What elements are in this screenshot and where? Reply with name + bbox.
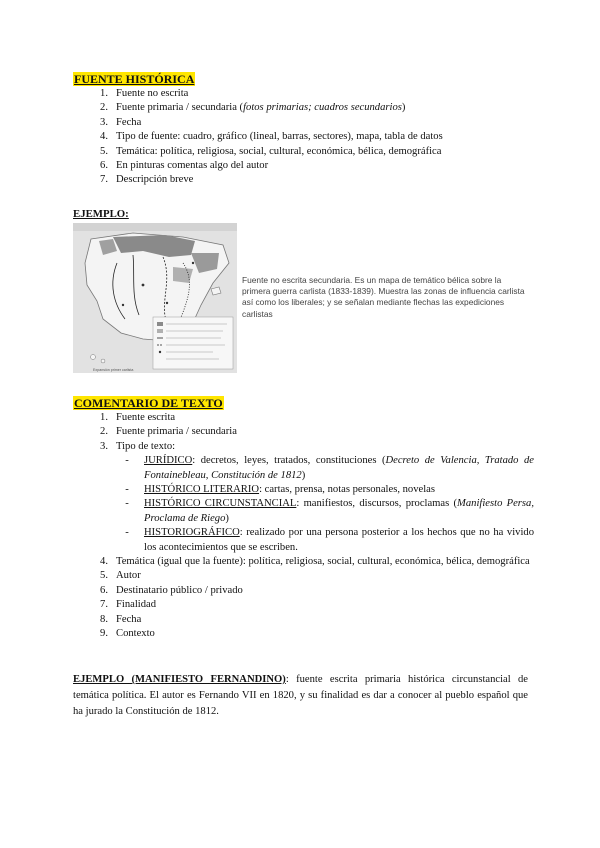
list-item: 6. En pinturas comentas algo del autor <box>100 160 269 172</box>
list-item: 2. Fuente primaria / secundaria (fotos primarias; cuadros secundarios) <box>100 102 406 114</box>
list-item: 7. Descripción breve <box>100 174 194 186</box>
list-item: 4. Tipo de fuente: cuadro, gráfico (lineal, barras, sectores), mapa, tabla de datos <box>100 131 443 143</box>
example-lead: EJEMPLO (MANIFIESTO FERNANDINO) <box>73 674 286 685</box>
map-illustration <box>73 223 237 373</box>
list-item: 4. Temática (igual que la fuente): política, religiosa, social, cultural, económica, bélica, demográfica <box>100 556 530 568</box>
map-caption: Fuente no escrita secundaria. Es un mapa de temático bélica sobre la primera guerra carlista (1833-1839). Muestra las zonas de influencia carlista así como los liberales; y se señalan mediante flechas las expediciones carlistas <box>242 275 525 319</box>
text-type-sublist <box>74 454 534 555</box>
list-item: 1. Fuente no escrita <box>100 88 189 99</box>
list-item: 2. Fuente primaria / secundaria <box>100 426 237 438</box>
example-label: EJEMPLO: <box>73 208 129 220</box>
carlist-war-map-image <box>73 223 237 373</box>
example-paragraph: EJEMPLO (MANIFIESTO FERNANDINO): fuente escrita primaria histórica circunstancial de temática política. El autor es Fernando VII en 1820, y su finalidad es dar a conocer al pueblo español que ha jurado la Constitución de 1812. <box>73 674 528 717</box>
list-item-subtypes <box>74 454 534 555</box>
list-item: 6. Destinatario público / privado <box>100 584 243 596</box>
map-footer: Expansión primer carlista <box>93 368 134 372</box>
list-item: 5. Temática: política, religiosa, social, cultural, económica, bélica, demográfica <box>100 145 442 157</box>
subtype-item-juridico: - JURÍDICO: decretos, leyes, tratados, constituciones (Decreto de Valencia, Tratado de Fontainebleau, Constitución de 1812) <box>125 455 534 481</box>
subtype-item-historiografico: - HISTORIOGRÁFICO: realizado por una persona posterior a los hechos que no ha vivido los acontecimientos que se escriben. <box>125 527 534 553</box>
fuente-list <box>74 87 534 188</box>
list-item: 3. Tipo de texto: <box>100 440 176 452</box>
list-item: 5. Autor <box>100 570 141 582</box>
comentario-list <box>74 411 534 642</box>
subtype-item-circunstancial: - HISTÓRICO CIRCUNSTANCIAL: manifiestos, discursos, proclamas (Manifiesto Persa, Proclama de Riego) <box>125 498 535 524</box>
section-title-comentario-texto: COMENTARIO DE TEXTO <box>74 396 223 410</box>
subtype-item-literario: - HISTÓRICO LITERARIO: cartas, prensa, notas personales, novelas <box>125 484 435 496</box>
list-item: 7. Finalidad <box>100 599 157 611</box>
list-item: 8. Fecha <box>100 613 142 625</box>
list-item: 1. Fuente escrita <box>100 412 176 423</box>
list-item: 9. Contexto <box>100 628 155 640</box>
section-title-fuente-historica: FUENTE HISTÓRICA <box>74 72 195 86</box>
list-item: 3. Fecha <box>100 116 142 128</box>
